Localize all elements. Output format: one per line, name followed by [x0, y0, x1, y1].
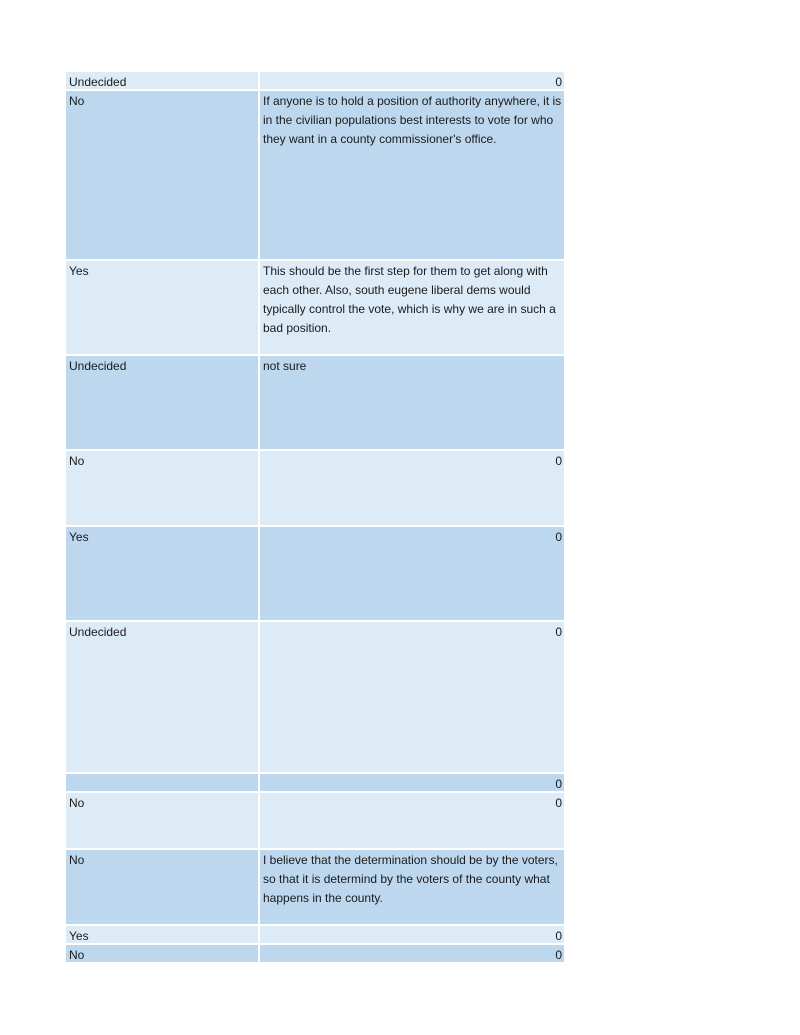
table-row — [66, 527, 564, 622]
answer-cell: Yes — [66, 261, 258, 354]
answer-cell: Undecided — [66, 72, 258, 89]
comment-cell: 0 — [260, 926, 564, 943]
answer-cell: Undecided — [66, 356, 258, 449]
table-row — [66, 261, 564, 356]
answer-cell: Yes — [66, 926, 258, 943]
table-row — [66, 850, 564, 926]
comment-cell: 0 — [260, 527, 564, 620]
comment-cell: 0 — [260, 793, 564, 848]
table-row — [66, 945, 564, 964]
comment-cell: If anyone is to hold a position of authority anywhere, it is in the civilian populations best interests to vote for who they want in a county commissioner's office. — [260, 91, 564, 259]
table-row — [66, 72, 564, 91]
comment-cell: I believe that the determination should be by the voters, so that it is determind by the voters of the county what happens in the county. — [260, 850, 564, 924]
table-row — [66, 926, 564, 945]
table-row — [66, 91, 564, 261]
answer-cell — [66, 774, 258, 791]
comment-cell: This should be the first step for them to get along with each other. Also, south eugene liberal dems would typically control the vote, which is why we are in such a bad position. — [260, 261, 564, 354]
table-row — [66, 793, 564, 850]
answer-cell: No — [66, 945, 258, 962]
comment-cell: 0 — [260, 451, 564, 525]
comment-cell: 0 — [260, 945, 564, 962]
table-row — [66, 774, 564, 793]
answer-cell: No — [66, 91, 258, 259]
comment-cell: 0 — [260, 774, 564, 791]
comment-cell: 0 — [260, 622, 564, 772]
answer-cell: Yes — [66, 527, 258, 620]
table-row — [66, 622, 564, 774]
comment-cell: 0 — [260, 72, 564, 89]
answer-cell: No — [66, 451, 258, 525]
survey-response-table — [66, 72, 564, 964]
comment-cell: not sure — [260, 356, 564, 449]
table-row — [66, 451, 564, 527]
table-row — [66, 356, 564, 451]
answer-cell: Undecided — [66, 622, 258, 772]
answer-cell: No — [66, 793, 258, 848]
answer-cell: No — [66, 850, 258, 924]
